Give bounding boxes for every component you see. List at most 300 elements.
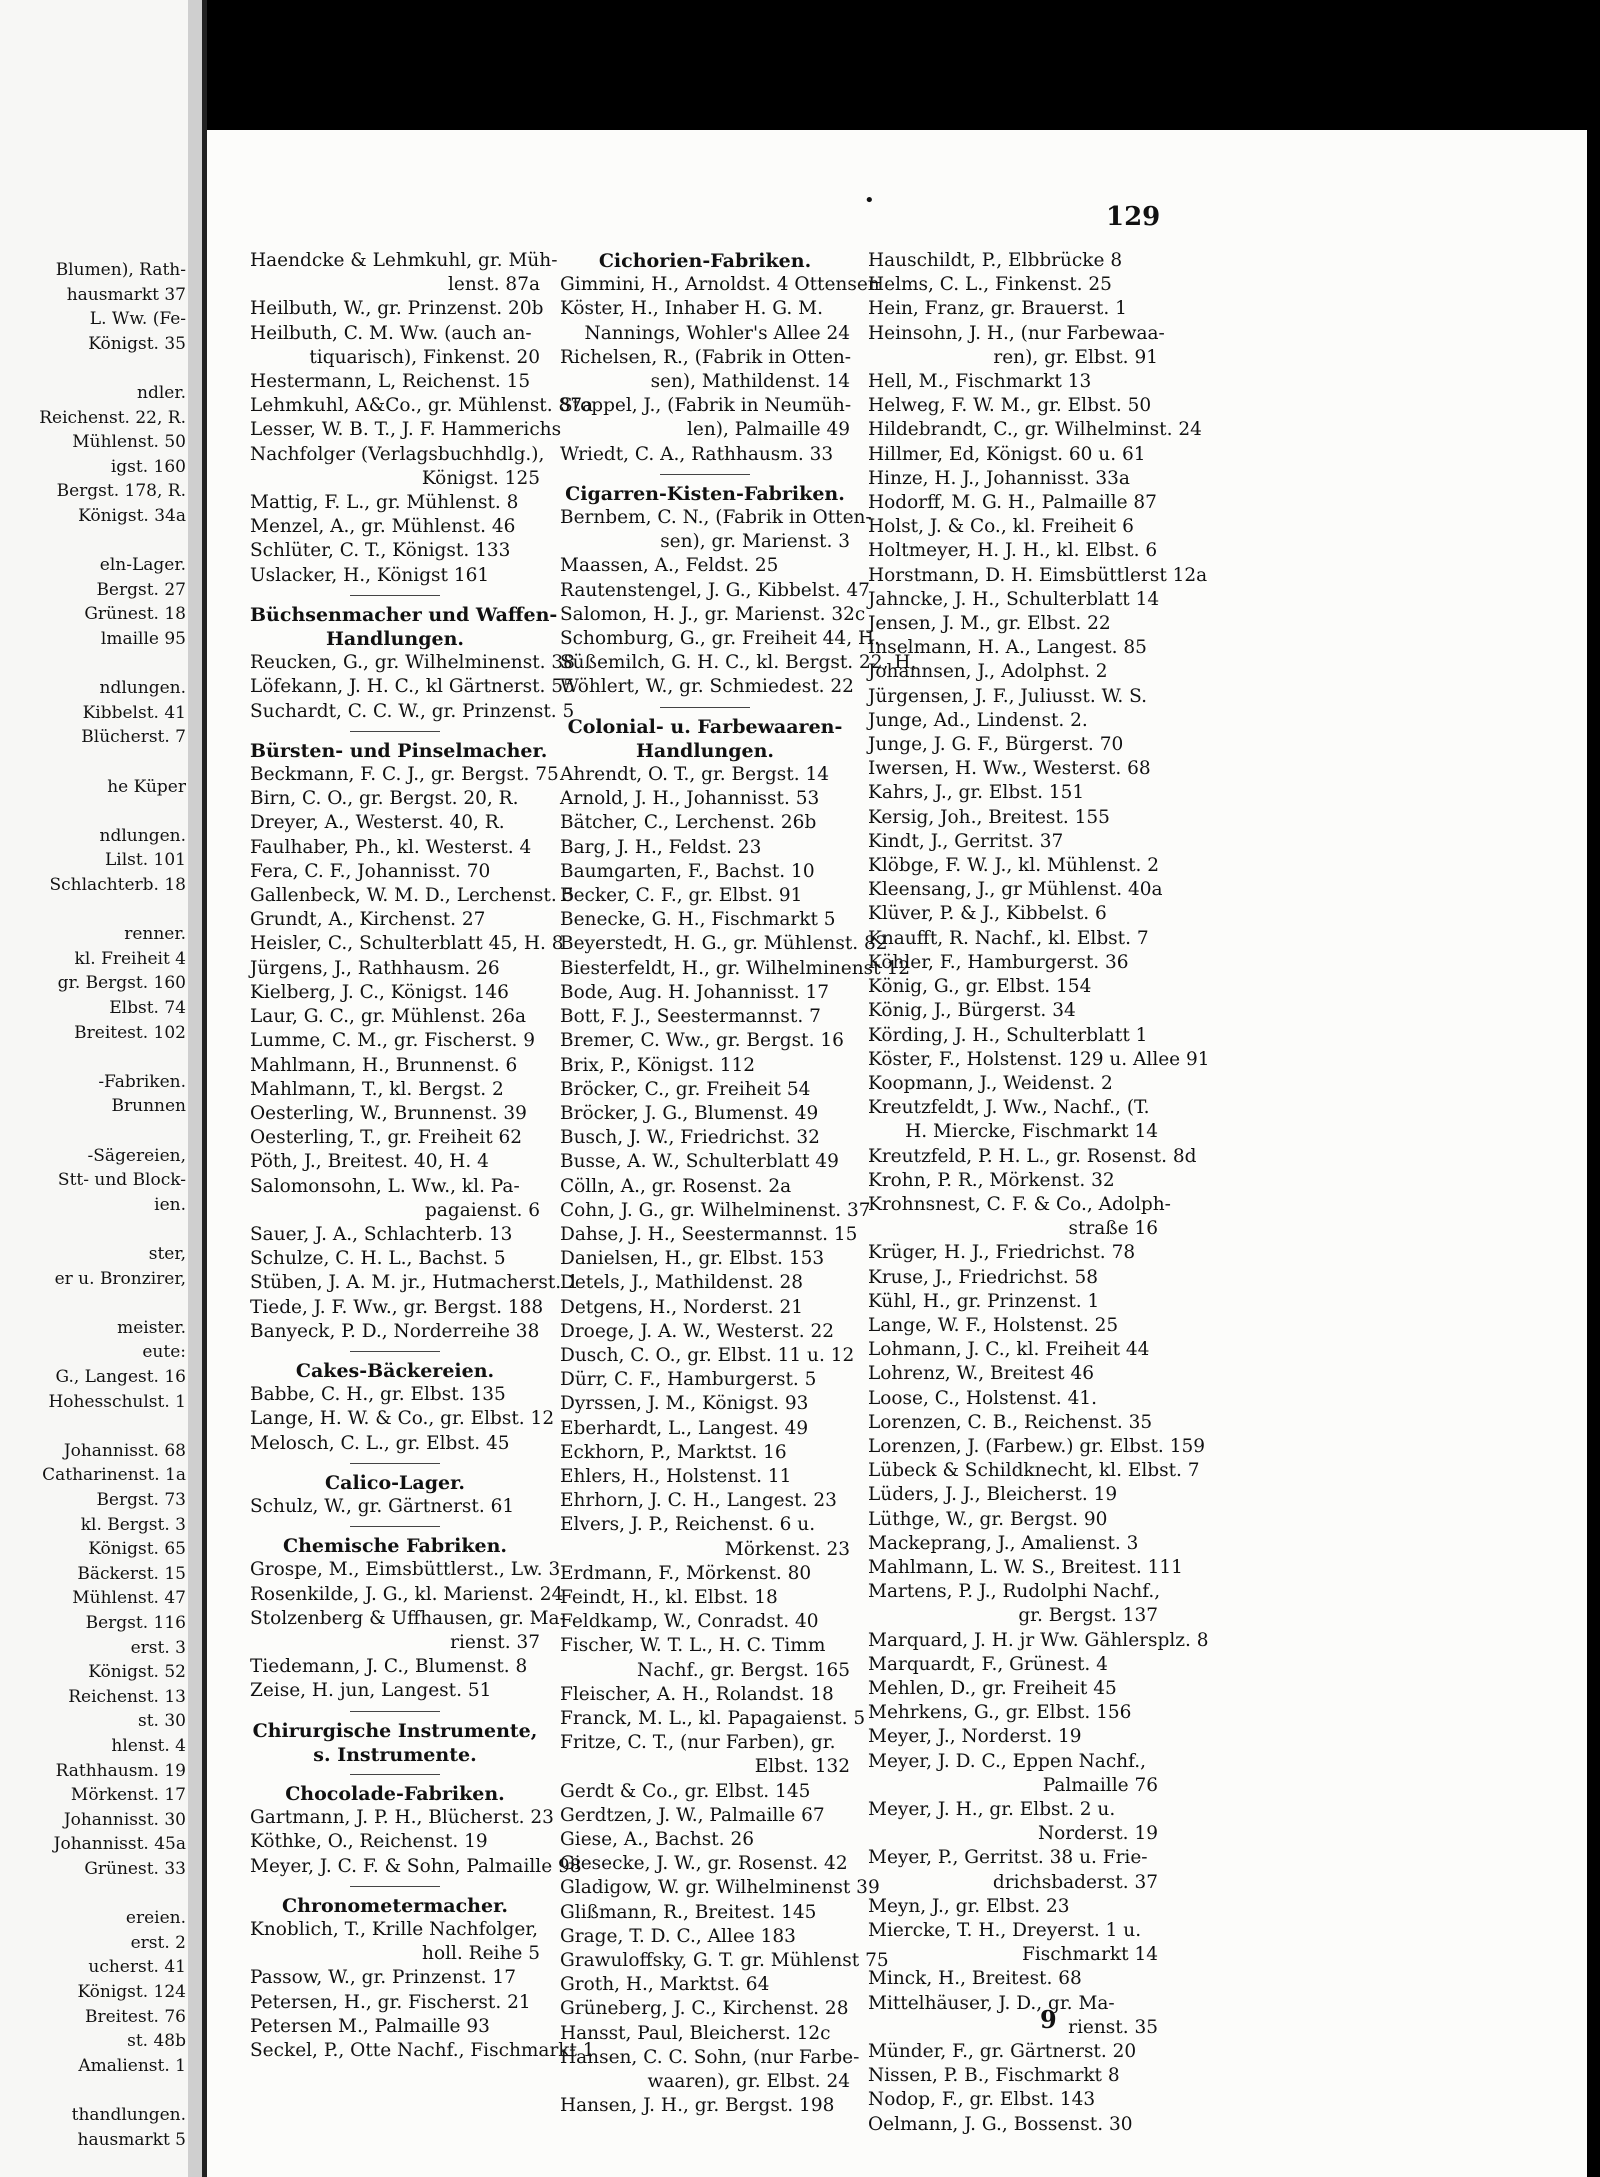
directory-entry: Jürgensen, J. F., Juliusst. W. S.	[868, 685, 1148, 707]
directory-entry: Lange, H. W. & Co., gr. Elbst. 12	[250, 1408, 555, 1430]
directory-entry: Lübeck & Schildknecht, kl. Elbst. 7	[868, 1460, 1200, 1482]
section-heading: Handlungen.	[635, 739, 774, 762]
section-heading: Chirurgische Instrumente,	[252, 1719, 538, 1742]
left-page-line: st. 48b	[127, 2031, 186, 2052]
directory-entry: Gerdtzen, J. W., Palmaille 67	[560, 1804, 825, 1826]
directory-entry: Schulze, C. H. L., Bachst. 5	[250, 1248, 506, 1270]
left-page-line: er u. Bronzirer,	[54, 1268, 186, 1289]
directory-entry: Petersen M., Palmaille 93	[250, 2015, 490, 2037]
column-1	[250, 249, 595, 2063]
directory-entry: Norderst. 19	[1037, 1823, 1158, 1845]
directory-entry: Fera, C. F., Johannisst. 70	[250, 860, 491, 882]
section-heading: Colonial- u. Farbewaaren-	[567, 715, 843, 738]
directory-entry: Stoppel, J., (Fabrik in Neumüh-	[560, 395, 852, 417]
directory-entry: Wöhlert, W., gr. Schmiedest. 22	[560, 676, 854, 698]
section-heading: Handlungen.	[325, 628, 464, 651]
directory-entry: Mehrkens, G., gr. Elbst. 156	[868, 1702, 1132, 1724]
directory-entry: Becker, C. F., gr. Elbst. 91	[560, 885, 803, 907]
left-page-line: ndlungen.	[99, 825, 186, 846]
directory-entry: Kreutzfeldt, J. Ww., Nachf., (T.	[868, 1097, 1150, 1119]
left-page-line: Grünest. 18	[84, 604, 186, 625]
directory-entry: Tiede, J. F. Ww., gr. Bergst. 188	[250, 1296, 544, 1318]
directory-entry: Lange, W. F., Holstenst. 25	[868, 1314, 1119, 1336]
directory-entry: Eckhorn, P., Marktst. 16	[560, 1441, 787, 1463]
left-page-line: hausmarkt 5	[77, 2129, 186, 2150]
left-page-line: Königst. 35	[88, 333, 186, 354]
directory-entry: Reucken, G., gr. Wilhelminenst. 38	[250, 652, 575, 674]
left-page-line: Catharinenst. 1a	[42, 1465, 186, 1486]
directory-entry: waaren), gr. Elbst. 24	[647, 2071, 850, 2093]
book-gutter	[188, 0, 202, 2177]
directory-entry: Königst. 125	[421, 467, 540, 489]
directory-entry: Lüthge, W., gr. Bergst. 90	[868, 1508, 1108, 1530]
directory-entry: Bode, Aug. H. Johannisst. 17	[560, 981, 830, 1003]
directory-entry: Grawuloffsky, G. T. gr. Mühlenst 75	[560, 1950, 889, 1972]
directory-entry: Erdmann, F., Mörkenst. 80	[560, 1562, 812, 1584]
directory-entry: Bröcker, J. G., Blumenst. 49	[560, 1102, 819, 1124]
left-page-line: Johannisst. 45a	[53, 1834, 186, 1855]
section-divider	[350, 731, 440, 732]
directory-entry: len), Palmaille 49	[686, 419, 850, 441]
directory-entry: Löfekann, J. H. C., kl Gärtnerst. 55	[250, 676, 575, 698]
left-page-line: ndler.	[137, 383, 186, 403]
directory-entry: Cohn, J. G., gr. Wilhelminenst. 37	[560, 1199, 871, 1221]
directory-entry: Mehlen, D., gr. Freiheit 45	[868, 1677, 1117, 1699]
directory-entry: Barg, J. H., Feldst. 23	[560, 836, 762, 858]
directory-entry: Schomburg, G., gr. Freiheit 44, H.	[560, 628, 880, 650]
directory-entry: Rautenstengel, J. G., Kibbelst. 47	[560, 579, 870, 601]
directory-entry: Pöth, J., Breitest. 40, H. 4	[250, 1151, 489, 1173]
section-heading: s. Instrumente.	[313, 1743, 477, 1766]
directory-entry: Loose, C., Holstenst. 41.	[868, 1387, 1097, 1409]
directory-entry: König, G., gr. Elbst. 154	[868, 976, 1092, 998]
directory-entry: Rosenkilde, J. G., kl. Marienst. 24	[250, 1583, 564, 1605]
directory-entry: Nissen, P. B., Fischmarkt 8	[868, 2065, 1120, 2087]
directory-entry: Mittelhäuser, J. D., gr. Ma-	[868, 1992, 1115, 2014]
directory-entry: Marquard, J. H. jr Ww. Gählersplz. 8	[868, 1629, 1209, 1651]
directory-entry: sen), gr. Marienst. 3	[660, 531, 850, 553]
directory-entry: Uslacker, H., Königst 161	[250, 564, 490, 586]
left-page-line: meister.	[117, 1317, 186, 1338]
directory-entry: drichsbaderst. 37	[992, 1871, 1158, 1893]
directory-entry: Dreyer, A., Westerst. 40, R.	[250, 812, 505, 834]
directory-entry: Ehrhorn, J. C. H., Langest. 23	[560, 1490, 837, 1512]
left-page-line: Reichenst. 13	[68, 1686, 186, 1707]
directory-entry: Hein, Franz, gr. Brauerst. 1	[868, 298, 1127, 320]
directory-entry: Schlüter, C. T., Königst. 133	[250, 540, 511, 562]
directory-entry: Dyrssen, J. M., Königst. 93	[560, 1393, 809, 1415]
directory-entry: Kindt, J., Gerritst. 37	[868, 830, 1064, 852]
directory-entry: Seckel, P., Otte Nachf., Fischmarkt 1	[250, 2040, 595, 2062]
section-divider	[660, 474, 750, 475]
directory-entry: Nannings, Wohler's Allee 24	[584, 322, 850, 344]
directory-entry: König, J., Bürgerst. 34	[868, 1000, 1076, 1022]
directory-entry: Mörkenst. 23	[724, 1538, 850, 1560]
section-heading: Chemische Fabriken.	[282, 1535, 508, 1558]
directory-entry: Marquardt, F., Grünest. 4	[868, 1653, 1108, 1675]
directory-entry: straße 16	[1068, 1218, 1158, 1240]
directory-entry: Inselmann, H. A., Langest. 85	[868, 637, 1147, 659]
directory-entry: Gimmini, H., Arnoldst. 4 Ottensen	[560, 274, 880, 296]
directory-entry: Feldkamp, W., Conradst. 40	[560, 1611, 819, 1633]
directory-entry: Stüben, J. A. M. jr., Hutmacherst. 1	[250, 1272, 579, 1294]
directory-entry: Groth, H., Marktst. 64	[560, 1974, 770, 1996]
column-3	[868, 249, 1210, 2137]
directory-entry: Brix, P., Königst. 112	[560, 1054, 756, 1076]
directory-entry: rienst. 37	[450, 1631, 540, 1653]
directory-entry: Mahlmann, L. W. S., Breitest. 111	[868, 1556, 1183, 1578]
printed-dot: •	[864, 190, 875, 211]
section-divider	[350, 1711, 440, 1712]
directory-entry: Köster, H., Inhaber H. G. M.	[560, 298, 823, 320]
directory-entry: Zeise, H. jun, Langest. 51	[250, 1680, 492, 1702]
section-divider	[350, 1463, 440, 1464]
directory-entry: Meyer, P., Gerritst. 38 u. Frie-	[868, 1847, 1148, 1869]
directory-entry: Martens, P. J., Rudolphi Nachf.,	[868, 1581, 1161, 1603]
directory-entry: Wriedt, C. A., Rathhausm. 33	[560, 443, 834, 465]
directory-entry: Knoblich, T., Krille Nachfolger,	[250, 1919, 538, 1940]
left-page-line: Grünest. 33	[84, 1859, 186, 1879]
section-divider	[350, 1526, 440, 1527]
directory-entry: Meyer, J. H., gr. Elbst. 2 u.	[868, 1799, 1116, 1820]
directory-entry: Münder, F., gr. Gärtnerst. 20	[868, 2041, 1137, 2063]
left-page-line: Stt- und Block-	[57, 1170, 186, 1191]
directory-entry: Oelmann, J. G., Bossenst. 30	[868, 2113, 1133, 2135]
left-page-line: eute:	[142, 1342, 186, 1363]
directory-entry: Fritze, C. T., (nur Farben), gr.	[560, 1732, 836, 1754]
directory-entry: Benecke, G. H., Fischmarkt 5	[560, 909, 836, 931]
directory-entry: Fischer, W. T. L., H. C. Timm	[560, 1635, 826, 1657]
directory-entry: Krüger, H. J., Friedrichst. 78	[868, 1242, 1136, 1264]
directory-entry: Haendcke & Lehmkuhl, gr. Müh-	[250, 250, 558, 271]
directory-entry: Grüneberg, J. C., Kirchenst. 28	[560, 1998, 849, 2020]
directory-entry: Horstmann, D. H. Eimsbüttlerst 12a	[868, 564, 1208, 586]
directory-entry: Mackeprang, J., Amalienst. 3	[868, 1532, 1139, 1554]
left-page-line: Lilst. 101	[105, 850, 186, 871]
directory-entry: Biesterfeldt, H., gr. Wilhelminenst 12	[560, 957, 911, 979]
directory-entry: Dahse, J. H., Seestermannst. 15	[560, 1223, 858, 1245]
directory-entry: Kühl, H., gr. Prinzenst. 1	[868, 1290, 1100, 1312]
directory-entry: Bremer, C. Ww., gr. Bergst. 16	[560, 1030, 844, 1052]
left-page-line: Mühlenst. 47	[72, 1588, 186, 1609]
left-page-line: hausmarkt 37	[66, 284, 186, 305]
directory-entry: Giesecke, J. W., gr. Rosenst. 42	[560, 1853, 848, 1875]
directory-entry: ren), gr. Elbst. 91	[993, 346, 1158, 368]
directory-entry: Grundt, A., Kirchenst. 27	[250, 909, 486, 931]
directory-entry: Hansen, C. C. Sohn, (nur Farbe-	[560, 2046, 860, 2068]
section-heading: Cigarren-Kisten-Fabriken.	[565, 482, 845, 505]
left-page-line: erst. 3	[130, 1637, 186, 1658]
directory-entry: Hansst, Paul, Bleicherst. 12c	[560, 2022, 831, 2044]
left-page-line: st. 30	[138, 1711, 186, 1732]
directory-entry: Koopmann, J., Weidenst. 2	[868, 1072, 1113, 1094]
section-divider	[350, 1351, 440, 1352]
left-page-line: thandlungen.	[71, 2105, 186, 2125]
directory-entry: Jensen, J. M., gr. Elbst. 22	[868, 613, 1111, 635]
left-page-line: G., Langest. 16	[55, 1367, 186, 1387]
left-page-line: Königst. 124	[77, 1982, 186, 2002]
directory-entry: Menzel, A., gr. Mühlenst. 46	[250, 516, 516, 538]
left-page-line: Bergst. 27	[96, 579, 186, 600]
left-page-line: Johannisst. 68	[63, 1440, 186, 1461]
directory-entry: Melosch, C. L., gr. Elbst. 45	[250, 1432, 510, 1454]
directory-entry: Nodop, F., gr. Elbst. 143	[868, 2089, 1096, 2111]
directory-entry: lenst. 87a	[447, 274, 540, 296]
directory-entry: Gerdt & Co., gr. Elbst. 145	[560, 1780, 811, 1802]
left-page-line: he Küper	[107, 776, 186, 797]
directory-entry: Heilbuth, W., gr. Prinzenst. 20b	[250, 298, 544, 320]
directory-entry: Bernbem, C. N., (Fabrik in Otten-	[560, 507, 872, 529]
directory-entry: Köhler, F., Hamburgerst. 36	[868, 951, 1129, 973]
directory-entry: Junge, Ad., Lindenst. 2.	[868, 709, 1088, 731]
directory-entry: Gallenbeck, W. M. D., Lerchenst. 5	[250, 885, 575, 907]
directory-entry: Ahrendt, O. T., gr. Bergst. 14	[560, 764, 829, 786]
directory-entry: Meyn, J., gr. Elbst. 23	[868, 1895, 1070, 1917]
directory-entry: Lohmann, J. C., kl. Freiheit 44	[868, 1339, 1150, 1361]
directory-entry: Lumme, C. M., gr. Fischerst. 9	[250, 1030, 536, 1052]
directory-entry: Fischmarkt 14	[1021, 1944, 1158, 1966]
directory-entry: Kruse, J., Friedrichst. 58	[868, 1266, 1099, 1288]
left-page-line: Bäckerst. 15	[77, 1563, 186, 1584]
directory-entry: Hansen, J. H., gr. Bergst. 198	[560, 2095, 835, 2117]
directory-entry: Grage, T. D. C., Allee 183	[560, 1925, 796, 1947]
directory-entry: Hodorff, M. G. H., Palmaille 87	[868, 492, 1157, 514]
directory-entry: Hillmer, Ed, Königst. 60 u. 61	[868, 443, 1146, 465]
directory-entry: Junge, J. G. F., Bürgerst. 70	[868, 734, 1124, 756]
left-page-line: ster,	[148, 1244, 186, 1264]
left-page-line: eln-Lager.	[99, 555, 186, 576]
directory-entry: Minck, H., Breitest. 68	[868, 1968, 1082, 1990]
directory-entry: gr. Bergst. 137	[1018, 1605, 1158, 1627]
directory-entry: Feindt, H., kl. Elbst. 18	[560, 1586, 778, 1608]
directory-entry: Maassen, A., Feldst. 25	[560, 555, 779, 577]
directory-entry: Krohn, P. R., Mörkenst. 32	[868, 1169, 1115, 1191]
directory-entry: Heinsohn, J. H., (nur Farbewaa-	[868, 322, 1165, 344]
directory-entry: Kersig, Joh., Breitest. 155	[868, 806, 1110, 828]
directory-entry: Detgens, H., Norderst. 21	[560, 1296, 803, 1318]
directory-entry: Bröcker, C., gr. Freiheit 54	[560, 1078, 811, 1100]
left-page-line: Schlachterb. 18	[49, 875, 186, 895]
directory-entry: Schulz, W., gr. Gärtnerst. 61	[250, 1495, 515, 1517]
section-heading: Cichorien-Fabriken.	[598, 250, 812, 272]
directory-entry: Droege, J. A. W., Westerst. 22	[560, 1320, 835, 1342]
left-page-line: Brunnen	[111, 1096, 186, 1117]
left-page-line: Mörkenst. 17	[70, 1785, 186, 1806]
directory-entry: Eberhardt, L., Langest. 49	[560, 1417, 809, 1439]
directory-entry: Köthke, O., Reichenst. 19	[250, 1831, 488, 1853]
directory-entry: sen), Mathildenst. 14	[650, 371, 850, 393]
directory-entry: Heilbuth, C. M. Ww. (auch an-	[250, 322, 532, 344]
section-heading: Calico-Lager.	[325, 1471, 465, 1494]
left-page-line: Königst. 52	[88, 1662, 186, 1683]
directory-entry: Johannsen, J., Adolphst. 2	[868, 661, 1108, 683]
left-page-line: Bergst. 116	[85, 1613, 186, 1633]
directory-entry: Meyer, J. D. C., Eppen Nachf.,	[868, 1750, 1147, 1772]
directory-entry: Lüders, J. J., Bleicherst. 19	[868, 1484, 1118, 1506]
directory-entry: Faulhaber, Ph., kl. Westerst. 4	[250, 836, 532, 858]
left-page-line: Bergst. 178, R.	[56, 481, 186, 502]
directory-entry: Iwersen, H. Ww., Westerst. 68	[868, 758, 1151, 780]
left-page-line: kl. Bergst. 3	[80, 1514, 186, 1535]
directory-entry: Franck, M. L., kl. Papagaienst. 5	[560, 1707, 866, 1729]
directory-entry: Dürr, C. F., Hamburgerst. 5	[560, 1369, 817, 1391]
directory-entry: Kielberg, J. C., Königst. 146	[250, 981, 509, 1003]
directory-entry: Mattig, F. L., gr. Mühlenst. 8	[250, 492, 519, 514]
directory-entry: Passow, W., gr. Prinzenst. 17	[250, 1967, 516, 1989]
section-heading: Chronometermacher.	[282, 1894, 508, 1917]
directory-entry: Hestermann, L, Reichenst. 15	[250, 371, 531, 393]
directory-entry: Meyer, J., Norderst. 19	[868, 1726, 1082, 1748]
left-page-line: L. Ww. (Fe-	[89, 309, 186, 330]
directory-entry: Jahncke, J. H., Schulterblatt 14	[868, 588, 1160, 610]
left-page-line: renner.	[124, 924, 186, 945]
directory-entry: Salomonsohn, L. Ww., kl. Pa-	[250, 1175, 520, 1197]
directory-entry: Gartmann, J. P. H., Blücherst. 23	[250, 1807, 554, 1829]
left-page-line: Mühlenst. 50	[72, 432, 186, 453]
directory-entry: Busse, A. W., Schulterblatt 49	[560, 1151, 839, 1173]
directory-entry: Banyeck, P. D., Norderreihe 38	[250, 1320, 540, 1342]
directory-entry: Hauschildt, P., Elbbrücke 8	[868, 250, 1123, 271]
directory-entry: Nachf., gr. Bergst. 165	[637, 1659, 850, 1681]
directory-entry: Helms, C. L., Finkenst. 25	[868, 274, 1112, 296]
directory-entry: Holst, J. & Co., kl. Freiheit 6	[868, 516, 1134, 538]
directory-entry: Lohrenz, W., Breitest 46	[868, 1363, 1095, 1385]
directory-entry: Süßemilch, G. H. C., kl. Bergst. 22, H.	[560, 652, 917, 674]
directory-entry: Holtmeyer, H. J. H., kl. Elbst. 6	[868, 540, 1158, 562]
directory-entry: Stolzenberg & Uffhausen, gr. Ma-	[250, 1607, 566, 1629]
directory-entry: Palmaille 76	[1042, 1774, 1158, 1796]
directory-entry: Grospe, M., Eimsbüttlerst., Lw. 3	[250, 1559, 561, 1581]
left-page-line: Elbst. 74	[109, 998, 186, 1018]
directory-entry: Köster, F., Holstenst. 129 u. Allee 91	[868, 1048, 1210, 1070]
directory-entry: Mahlmann, T., kl. Bergst. 2	[250, 1078, 504, 1100]
directory-entry: Beyerstedt, H. G., gr. Mühlenst. 82	[560, 933, 888, 955]
directory-entry: Giese, A., Bachst. 26	[560, 1829, 754, 1850]
directory-entry: Mahlmann, H., Brunnenst. 6	[250, 1054, 518, 1076]
directory-entry: Meyer, J. C. F. & Sohn, Palmaille 98	[250, 1855, 582, 1877]
directory-entry: Knaufft, R. Nachf., kl. Elbst. 7	[868, 927, 1149, 949]
section-heading: Cakes-Bäckereien.	[295, 1359, 495, 1382]
left-page-line: igst. 160	[110, 456, 186, 477]
section-divider	[350, 1774, 440, 1775]
column-2	[560, 249, 917, 2118]
left-page-line: Kibbelst. 41	[82, 702, 186, 723]
left-page-line: lmaille 95	[100, 629, 186, 649]
directory-entry: Heisler, C., Schulterblatt 45, H. 8	[250, 933, 564, 955]
directory-entry: Birn, C. O., gr. Bergst. 20, R.	[250, 788, 519, 810]
left-page-line: Amalienst. 1	[78, 2055, 186, 2076]
directory-entry: Lesser, W. B. T., J. F. Hammerichs	[250, 419, 562, 441]
directory-entry: Lorenzen, J. (Farbew.) gr. Elbst. 159	[868, 1435, 1206, 1457]
directory-entry: Detels, J., Mathildenst. 28	[560, 1272, 804, 1294]
left-page-line: ucherst. 41	[88, 1957, 186, 1978]
directory-entry: Oesterling, T., gr. Freiheit 62	[250, 1127, 523, 1149]
directory-entry: tiquarisch), Finkenst. 20	[309, 346, 540, 368]
directory-entry: Helweg, F. W. M., gr. Elbst. 50	[868, 395, 1152, 417]
section-divider	[350, 595, 440, 596]
directory-entry: H. Miercke, Fischmarkt 14	[905, 1121, 1158, 1143]
directory-entry: Tiedemann, J. C., Blumenst. 8	[250, 1656, 528, 1678]
left-page-line: Bergst. 73	[96, 1490, 186, 1510]
directory-entry: Bott, F. J., Seestermannst. 7	[560, 1006, 821, 1028]
left-page-line: Breitest. 102	[74, 1022, 186, 1043]
section-heading: Büchsenmacher und Waffen-	[250, 603, 558, 626]
directory-entry: Klüver, P. & J., Kibbelst. 6	[868, 903, 1107, 925]
left-page-line: ien.	[154, 1194, 186, 1215]
directory-entry: Baumgarten, F., Bachst. 10	[560, 860, 815, 882]
directory-entry: Gladigow, W. gr. Wilhelminenst 39	[560, 1877, 880, 1899]
directory-entry: holl. Reihe 5	[422, 1943, 540, 1965]
directory-entry: pagaienst. 6	[425, 1199, 540, 1221]
left-page-line: Blumen), Rath-	[55, 260, 186, 280]
directory-entry: Kahrs, J., gr. Elbst. 151	[868, 782, 1085, 804]
signature-mark: 9	[1040, 2005, 1057, 2034]
directory-entry: Busch, J. W., Friedrichst. 32	[560, 1127, 820, 1149]
directory-entry: Körding, J. H., Schulterblatt 1	[868, 1024, 1148, 1046]
directory-entry: Klöbge, F. W. J., kl. Mühlenst. 2	[868, 855, 1160, 877]
left-page-line: Hohesschulst. 1	[48, 1391, 186, 1412]
section-divider	[350, 1886, 440, 1887]
left-page	[0, 0, 188, 2177]
directory-entry: Dusch, C. O., gr. Elbst. 11 u. 12	[560, 1344, 855, 1366]
directory-entry: Petersen, H., gr. Fischerst. 21	[250, 1991, 531, 2013]
section-divider	[660, 707, 750, 708]
directory-entry: Jürgens, J., Rathhausm. 26	[250, 957, 500, 979]
directory-entry: Lorenzen, C. B., Reichenst. 35	[868, 1411, 1153, 1433]
directory-entry: Hell, M., Fischmarkt 13	[868, 371, 1092, 393]
left-page-line: gr. Bergst. 160	[57, 973, 186, 994]
directory-entry: Bätcher, C., Lerchenst. 26b	[560, 812, 817, 834]
left-page-line: kl. Freiheit 4	[74, 948, 186, 969]
page-number: 129	[1106, 202, 1161, 232]
left-page-line: -Fabriken.	[98, 1071, 186, 1092]
directory-entry: Krohnsnest, C. F. & Co., Adolph-	[868, 1193, 1171, 1215]
directory-entry: Laur, G. C., gr. Mühlenst. 26a	[250, 1006, 527, 1028]
directory-entry: Ehlers, H., Holstenst. 11	[560, 1465, 792, 1487]
directory-entry: Kleensang, J., gr Mühlenst. 40a	[868, 879, 1163, 901]
directory-entry: Nachfolger (Verlagsbuchhdlg.),	[250, 443, 545, 465]
directory-entry: Beckmann, F. C. J., gr. Bergst. 75	[250, 764, 559, 786]
directory-entry: Babbe, C. H., gr. Elbst. 135	[250, 1384, 506, 1406]
left-page-line: ndlungen.	[99, 678, 186, 699]
directory-entry: Miercke, T. H., Dreyerst. 1 u.	[868, 1920, 1142, 1942]
directory-entry: Glißmann, R., Breitest. 145	[560, 1901, 817, 1923]
directory-entry: Danielsen, H., gr. Elbst. 153	[560, 1248, 825, 1270]
directory-entry: Oesterling, W., Brunnenst. 39	[250, 1102, 527, 1124]
left-page-line: Reichenst. 22, R.	[39, 407, 186, 428]
left-page-line: Königst. 34a	[78, 506, 186, 526]
left-page-line: Rathhausm. 19	[55, 1760, 186, 1781]
directory-entry: Elvers, J. P., Reichenst. 6 u.	[560, 1514, 816, 1536]
directory-entry: Hinze, H. J., Johannisst. 33a	[868, 467, 1130, 489]
directory-entry: Fleischer, A. H., Rolandst. 18	[560, 1683, 834, 1705]
directory-entry: Richelsen, R., (Fabrik in Otten-	[560, 346, 852, 368]
section-heading: Chocolade-Fabriken.	[285, 1782, 505, 1805]
directory-entry: Kreutzfeld, P. H. L., gr. Rosenst. 8d	[868, 1145, 1197, 1167]
left-page-line: Breitest. 76	[84, 2006, 186, 2027]
directory-entry: Lehmkuhl, A&Co., gr. Mühlenst. 87a	[250, 395, 594, 417]
directory-entry: Cölln, A., gr. Rosenst. 2a	[560, 1175, 792, 1197]
directory-entry: rienst. 35	[1068, 2016, 1158, 2038]
left-page-line: hlenst. 4	[111, 1736, 186, 1756]
section-heading: Bürsten- und Pinselmacher.	[250, 739, 548, 762]
directory-entry: Arnold, J. H., Johannisst. 53	[560, 788, 820, 810]
left-page-line: Königst. 65	[88, 1539, 186, 1560]
left-page-line: Johannisst. 30	[63, 1809, 186, 1830]
directory-entry: Hildebrandt, C., gr. Wilhelminst. 24	[868, 419, 1202, 441]
directory-entry: Elbst. 132	[754, 1756, 850, 1778]
directory-entry: Sauer, J. A., Schlachterb. 13	[250, 1223, 513, 1245]
